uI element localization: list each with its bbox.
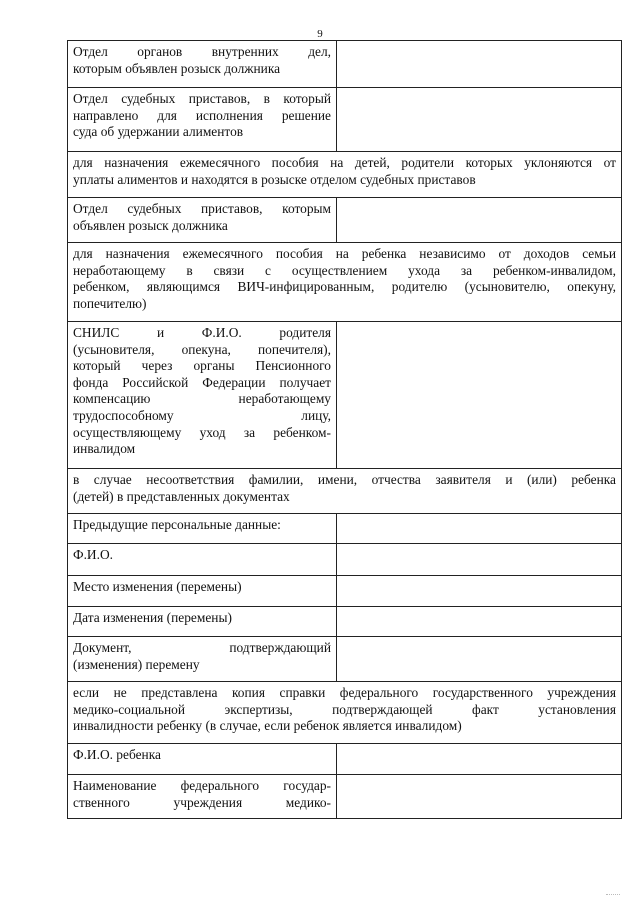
value-cell-police-department[interactable] [337,41,622,88]
table-row [68,744,622,775]
value-cell-snils-caregiver[interactable] [337,322,622,469]
scan-edge-mark [606,890,620,895]
label-cell-institution-name: Наименование федерального государ- ственного учреждения медико- [68,775,337,819]
table-row [68,322,622,469]
table-row [68,607,622,637]
table-row [68,775,622,819]
application-form-table [67,40,622,819]
label-cell-change-date: Дата изменения (перемены) [68,607,337,637]
value-cell-bailiff-search[interactable] [337,198,622,243]
label-cell-bailiff-search: Отдел судебных приставов, которым объявлен розыск должника [68,198,337,243]
value-cell-bailiff-alimony[interactable] [337,88,622,152]
label-cell-child-name: Ф.И.О. ребенка [68,744,337,775]
table-row [68,682,622,744]
table-row [68,469,622,514]
table-row [68,41,622,88]
label-cell-previous-data: Предыдущие персональные данные: [68,514,337,544]
label-cell-change-place: Место изменения (перемены) [68,576,337,607]
table-row [68,576,622,607]
page-number: 9 [317,28,323,40]
label-cell-snils-caregiver: СНИЛС и Ф.И.О. родителя (усыновителя, опекуна, попечителя), который через органы Пенсионного фонда Российской Федерации получает компенсацию неработающему трудоспособному лицу, осуществляющему уход за ребенком- инвалидом [68,322,337,469]
table-row [68,544,622,576]
value-cell-full-name[interactable] [337,544,622,576]
section-header-disability-certificate: если не представлена копия справки федерального государственного учреждения медико-социальной экспертизы, подтверждающей факт установления инвалидности ребенку (в случае, если ребенок является инвалидом) [68,682,622,744]
table-row [68,88,622,152]
table-row [68,637,622,682]
label-cell-full-name: Ф.И.О. [68,544,337,576]
label-cell-change-document: Документ, подтверждающий (изменения) перемену [68,637,337,682]
table-row [68,198,622,243]
value-cell-child-name[interactable] [337,744,622,775]
label-cell-bailiff-alimony: Отдел судебных приставов, в который направлено для исполнения решение суда об удержании алиментов [68,88,337,152]
value-cell-change-document[interactable] [337,637,622,682]
value-cell-change-place[interactable] [337,576,622,607]
table-row [68,152,622,198]
section-header-name-mismatch: в случае несоответствия фамилии, имени, отчества заявителя и (или) ребенка (детей) в представленных документах [68,469,622,514]
section-header-alimony-search: для назначения ежемесячного пособия на детей, родители которых уклоняются от уплаты алиментов и находятся в розыске отделом судебных приставов [68,152,622,198]
section-header-disabled-child-care: для назначения ежемесячного пособия на ребенка независимо от доходов семьи неработающему в связи с осуществлением ухода за ребенком-инвалидом, ребенком, являющимся ВИЧ-инфицированным, родителю (усыновителю, опекуну, попечителю) [68,243,622,322]
label-cell-police-department: Отдел органов внутренних дел, которым объявлен розыск должника [68,41,337,88]
value-cell-institution-name[interactable] [337,775,622,819]
table-row [68,243,622,322]
value-cell-previous-data[interactable] [337,514,622,544]
table-row [68,514,622,544]
value-cell-change-date[interactable] [337,607,622,637]
